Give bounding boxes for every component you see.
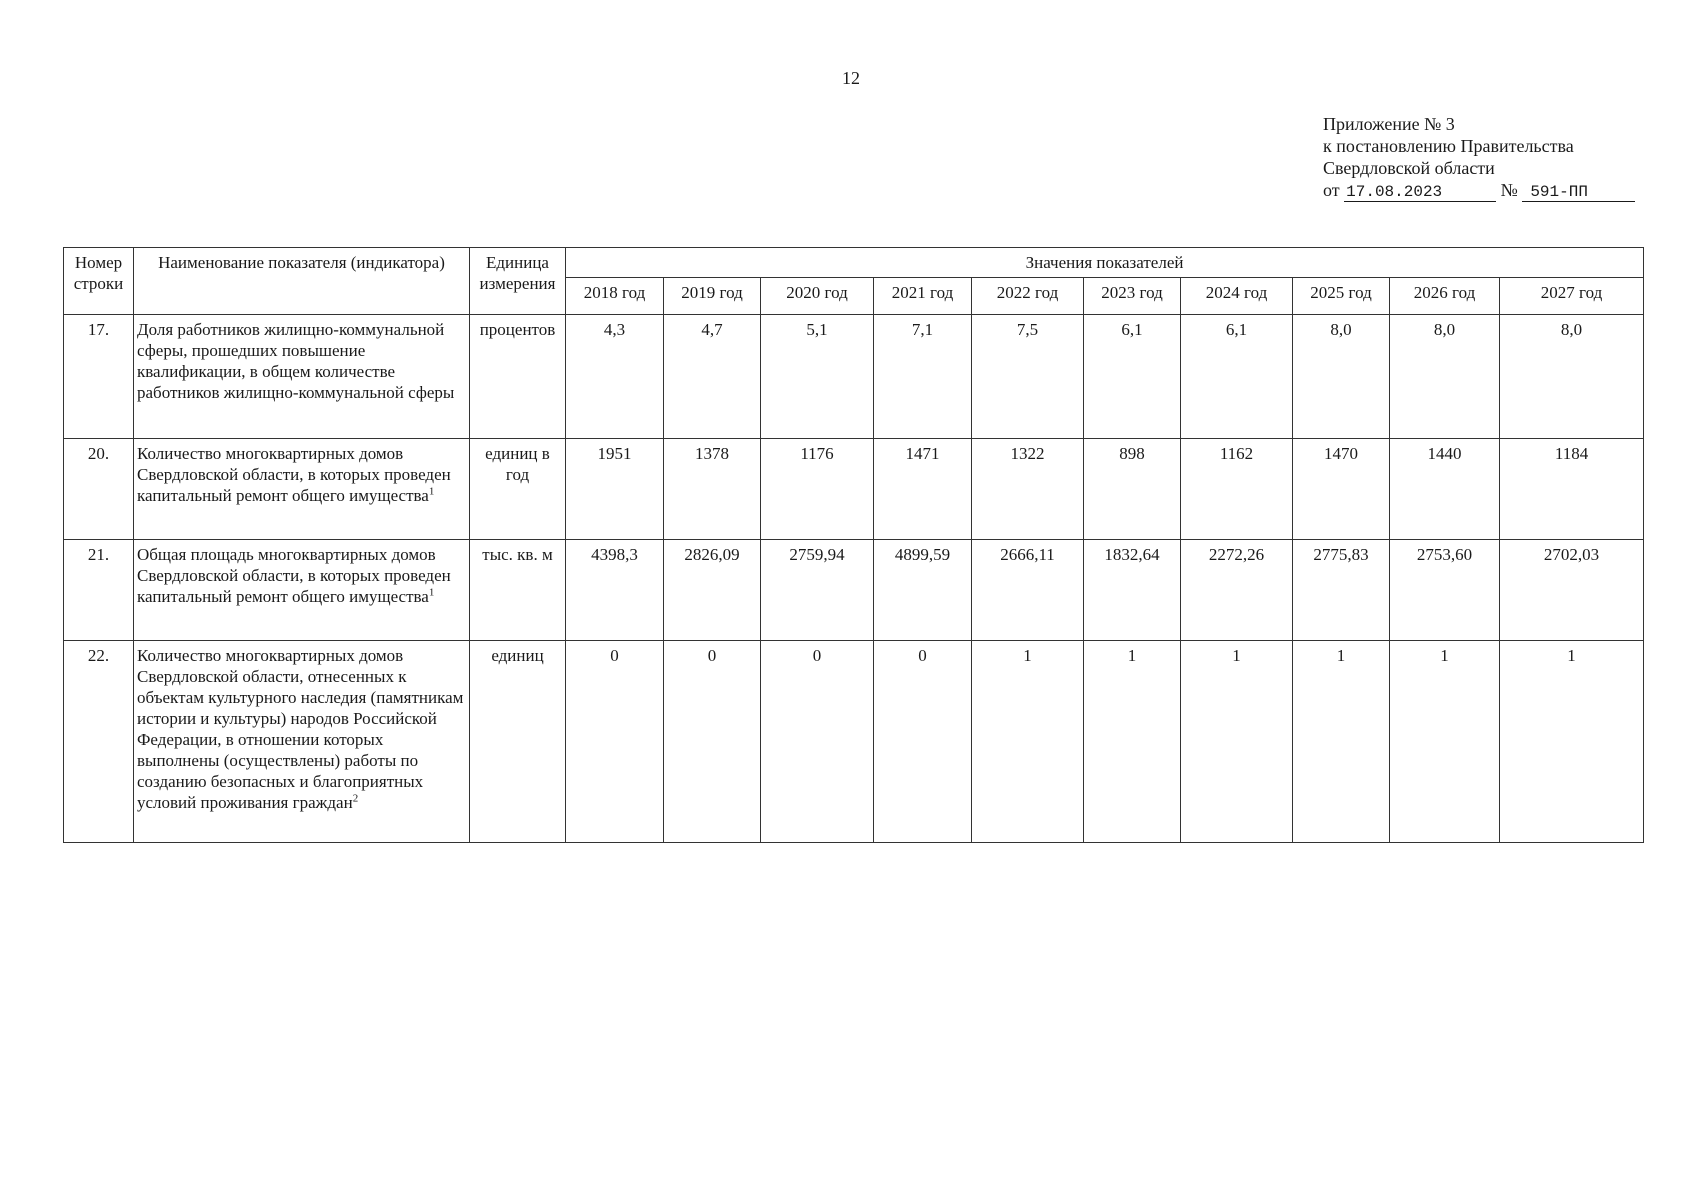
value-cell: 0 [874,641,972,843]
value-cell: 1 [972,641,1084,843]
row-number: 22. [64,641,134,843]
value-cell: 8,0 [1390,315,1500,439]
value-cell: 1 [1500,641,1644,843]
header-year: 2025 год [1293,278,1390,315]
indicator-name-text: Общая площадь многоквартирных домов Свердловской области, в которых проведен капитальный ремонт общего имущества [137,545,451,606]
annex-number: 591-ПП [1522,183,1635,202]
indicator-name [134,641,470,843]
value-cell: 1176 [761,439,874,540]
header-year: 2027 год [1500,278,1644,315]
indicator-name [134,439,470,540]
unit-cell: процентов [470,315,566,439]
indicator-name-text: Доля работников жилищно-коммунальной сферы, прошедших повышение квалификации, в общем количестве работников жилищно-коммунальной сферы [137,320,455,402]
value-cell: 0 [664,641,761,843]
value-cell: 898 [1084,439,1181,540]
header-year: 2022 год [972,278,1084,315]
header-year: 2018 год [566,278,664,315]
indicator-name-text: Количество многоквартирных домов Свердловской области, отнесенных к объектам культурного наследия (памятникам истории и культуры) народов Российской Федерации, в отношении которых выполнены (осуществлены) работы по созданию безопасных и благоприятных условий проживания граждан [137,646,464,812]
value-cell: 8,0 [1500,315,1644,439]
value-cell: 1162 [1181,439,1293,540]
value-cell: 2666,11 [972,540,1084,641]
value-cell: 2775,83 [1293,540,1390,641]
footnote-mark: 1 [428,586,435,599]
value-cell: 1471 [874,439,972,540]
page-number: 12 [842,68,860,88]
value-cell: 2702,03 [1500,540,1644,641]
row-number: 17. [64,315,134,439]
value-cell: 0 [761,641,874,843]
unit-cell: единиц в год [470,439,566,540]
unit-cell: единиц [470,641,566,843]
value-cell: 1440 [1390,439,1500,540]
unit-cell: тыс. кв. м [470,540,566,641]
annex-header [1323,113,1635,202]
value-cell: 2753,60 [1390,540,1500,641]
value-cell: 1322 [972,439,1084,540]
value-cell: 5,1 [761,315,874,439]
value-cell: 7,5 [972,315,1084,439]
annex-region-line: Свердловской области [1323,158,1495,178]
value-cell: 1470 [1293,439,1390,540]
value-cell: 1 [1084,641,1181,843]
value-cell: 4,3 [566,315,664,439]
header-year: 2026 год [1390,278,1500,315]
header-values-group: Значения показателей [566,248,1644,278]
row-number: 20. [64,439,134,540]
annex-title: Приложение № 3 [1323,114,1455,134]
header-year: 2021 год [874,278,972,315]
annex-date-number-line [1323,179,1635,202]
indicator-name [134,315,470,439]
value-cell: 7,1 [874,315,972,439]
indicator-name-text: Количество многоквартирных домов Свердловской области, в которых проведен капитальный ремонт общего имущества [137,444,451,505]
value-cell: 1378 [664,439,761,540]
value-cell: 2759,94 [761,540,874,641]
value-cell: 2272,26 [1181,540,1293,641]
table-row [64,540,1644,641]
annex-date-prefix: от [1323,180,1340,200]
value-cell: 4,7 [664,315,761,439]
value-cell: 8,0 [1293,315,1390,439]
value-cell: 6,1 [1084,315,1181,439]
footnote-mark: 2 [352,792,359,805]
value-cell: 1832,64 [1084,540,1181,641]
table-row [64,315,1644,439]
value-cell: 2826,09 [664,540,761,641]
footnote-mark: 1 [428,485,435,498]
value-cell: 0 [566,641,664,843]
table-row [64,641,1644,843]
value-cell: 1951 [566,439,664,540]
header-unit: Единица измерения [470,248,566,315]
header-year: 2023 год [1084,278,1181,315]
annex-resolution-line: к постановлению Правительства [1323,136,1574,156]
annex-number-prefix: № [1500,180,1518,200]
header-year: 2024 год [1181,278,1293,315]
header-indicator-name: Наименование показателя (индикатора) [134,248,470,315]
value-cell: 1184 [1500,439,1644,540]
indicator-name [134,540,470,641]
annex-date: 17.08.2023 [1344,183,1496,202]
value-cell: 1 [1293,641,1390,843]
row-number: 21. [64,540,134,641]
value-cell: 4899,59 [874,540,972,641]
table-row [64,439,1644,540]
header-year: 2019 год [664,278,761,315]
value-cell: 1 [1390,641,1500,843]
header-row-number: Номер строки [64,248,134,315]
header-year: 2020 год [761,278,874,315]
value-cell: 4398,3 [566,540,664,641]
value-cell: 1 [1181,641,1293,843]
value-cell: 6,1 [1181,315,1293,439]
indicators-table [63,247,1644,843]
